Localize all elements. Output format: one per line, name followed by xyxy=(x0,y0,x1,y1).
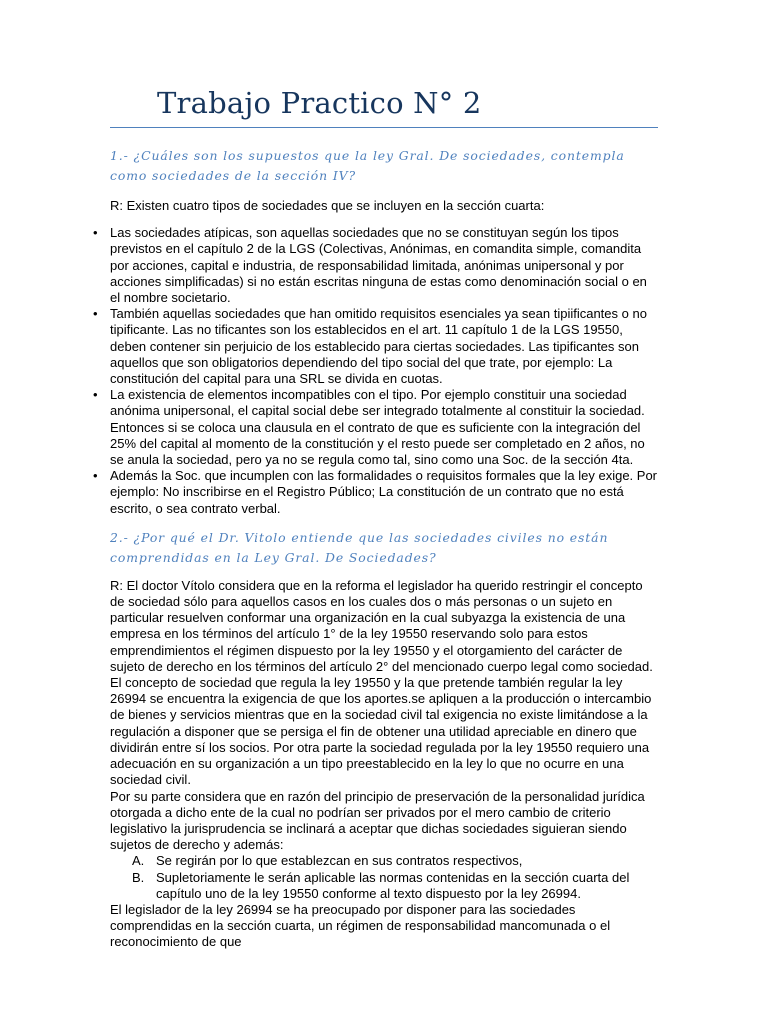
list-text: Supletoriamente le serán aplicable las normas contenidas en la sección cuarta del capítulo uno de la ley 19550 conforme al texto dispuesto por la ley 26994. xyxy=(156,869,630,901)
answer-2-paragraph: R: El doctor Vítolo considera que en la reforma el legislador ha querido restringir el concepto de sociedad sólo para aquellos casos en los cuales dos o más personas o un sujeto en particular resuelven conformar una organización en la cual subyazga la existencia de una empresa en los términos del artículo 1° de la ley 19550 reservando solo para estos emprendimientos el régimen dispuesto por la ley 19550 y el otorgamiento del carácter de sujeto de derecho en los términos del artículo 2° del mencionado cuerpo legal como sociedad. xyxy=(110,577,653,674)
answer-2-closing: El legislador de la ley 26994 se ha preocupado por disponer para las sociedades comprendidas en la sección cuarta, un régimen de responsabilidad mancomunada o el reconocimiento de que xyxy=(110,901,611,950)
answer-2-paragraph: Por su parte considera que en razón del principio de preservación de la personalidad jurídica otorgada a dicho ente de la cual no podrían ser privados por el mero cambio de criterio legislativo la jurisprudencia se inclinará a aceptar que dichas sociedades siguieran siendo sujetos de derecho y además: xyxy=(110,788,645,853)
bullet-item: • La existencia de elementos incompatibles con el tipo. Por ejemplo constituir una sociedad anónima unipersonal, el capital social debe ser integrado totalmente al constituir la sociedad. Entonces si se coloca una clausula en el contrato de que es suficiente con la integración del 25% del capital al momento de la constitución y el resto puede ser completado en 2 años, no se anula la sociedad, pero ya no se regula como tal, sino como una Soc. de la sección 4ta. xyxy=(110,387,660,468)
list-marker: B. xyxy=(132,869,145,885)
title-underline xyxy=(110,127,658,128)
answer-2-lettered-list xyxy=(110,853,660,902)
lettered-item xyxy=(132,853,660,869)
bullet-item: • También aquellas sociedades que han omitido requisitos esenciales ya sean tipiificantes o no tipificante. Las no tificantes son los establecidos en el art. 11 capítulo 1 de la LGS 19550, deben contener sin perjuicio de los establecido para ciertas sociedades. Las tipificantes son aquellos que son obligatorios dependiendo del tipo social del que trate, por ejemplo: La constitución del capital para una SRL se divida en cuotas. xyxy=(110,306,660,387)
answer-1-intro: R: Existen cuatro tipos de sociedades que se incluyen en la sección cuarta: xyxy=(110,198,545,213)
question-2: 2.- ¿Por qué el Dr. Vitolo entiende que las sociedades civiles no están comprendidas en la Ley Gral. De Sociedades? xyxy=(110,529,609,565)
bullet-item: • Además la Soc. que incumplen con las formalidades o requisitos formales que la ley exige. Por ejemplo: No inscribirse en el Registro Público; La constitución de un contrato que no está escrito, o sea contrato verbal. xyxy=(110,468,660,517)
bullet-item: • Las sociedades atípicas, son aquellas sociedades que no se constituyan según los tipos previstos en el capítulo 2 de la LGS (Colectivas, Anónimas, en comandita simple, comandita por acciones, capital e industria, de responsabilidad limitada, anónimas unipersonal y por acciones simplificadas) si no están escritas ninguna de estas como denominación social o en el nombre societario. xyxy=(110,225,660,306)
answer-2-paragraph: El concepto de sociedad que regula la ley 19550 y la que pretende también regular la ley 26994 se encuentra la exigencia de que los aportes.se apliquen a la producción o intercambio de bienes y servicios mientras que en la sociedad civil tal exigencia no existe limitándose a la regulación a disponer que se persiga el fin de obtener una utilidad apreciable en dinero que dividirán entre sí los socios. Por otra parte la sociedad regulada por la ley 19550 requiero una adecuación en su organización a un tipo preestablecido en la ley lo que no ocurre en una sociedad civil. xyxy=(110,675,652,788)
list-text: Se regirán por lo que establezcan en sus contratos respectivos, xyxy=(156,853,523,869)
answer-1-bullet-list xyxy=(110,225,660,517)
document-title: Trabajo Practico N° 2 xyxy=(157,86,482,120)
document-body xyxy=(110,146,660,951)
question-1: 1.- ¿Cuáles son los supuestos que la ley Gral. De sociedades, contempla como sociedades de la sección IV? xyxy=(110,148,625,183)
lettered-item xyxy=(132,869,660,902)
list-marker: A. xyxy=(132,853,145,869)
